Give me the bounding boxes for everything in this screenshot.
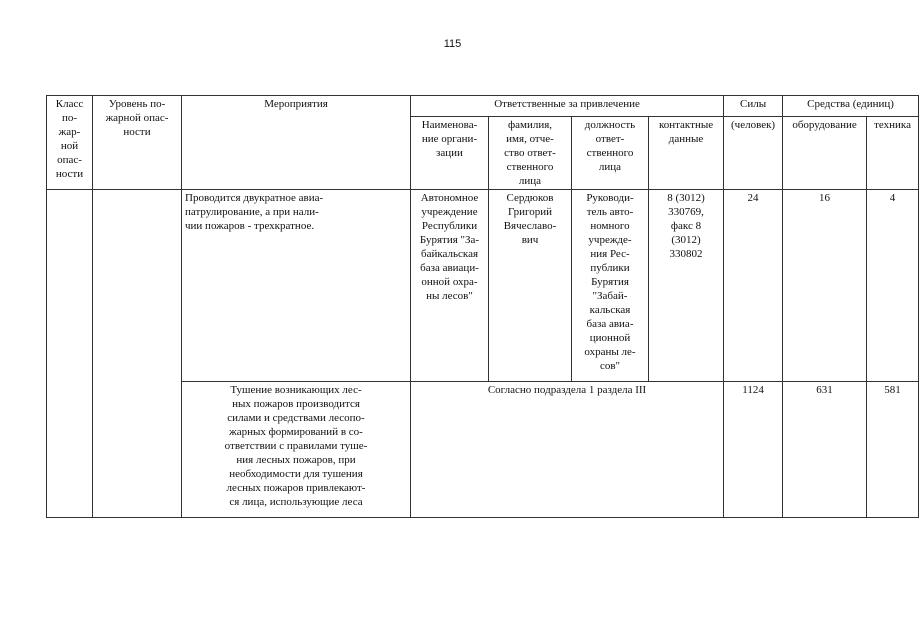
cell-class-empty: [47, 190, 93, 518]
header-contacts: контактные данные: [649, 117, 724, 190]
row1-vehicles: 4: [867, 190, 919, 382]
header-position: должность ответ- ственного лица: [572, 117, 649, 190]
row2-persons: 1124: [724, 382, 783, 518]
header-level: Уровень по- жарной опас- ности: [93, 96, 182, 190]
row2-measures: Тушение возникающих лес- ных пожаров производится силами и средствами лесопо- жарных формирований в со- ответствии с правилами туше- ния лесных пожаров, при необходимости для тушения лесных пожаров привлекают- ся лица, использующие леса: [182, 382, 411, 518]
header-class: Класс по- жар- ной опас- ности: [47, 96, 93, 190]
header-responsible: Ответственные за привлечение: [411, 96, 724, 117]
row1-equipment: 16: [783, 190, 867, 382]
header-equipment: оборудование: [783, 117, 867, 190]
header-forces: Силы: [724, 96, 783, 117]
cell-level-empty: [93, 190, 182, 518]
row2-equipment: 631: [783, 382, 867, 518]
header-vehicles: техника: [867, 117, 919, 190]
header-org-name: Наименова- ние органи- зации: [411, 117, 489, 190]
page-number: 115: [443, 38, 462, 50]
header-persons: (человек): [724, 117, 783, 190]
row1-position: Руководи- тель авто- номного учрежде- ния Рес- публики Бурятия "Забай- кальская база авиа- ционной охраны ле- сов": [572, 190, 649, 382]
fire-danger-table: [46, 95, 919, 518]
row2-responsible-merged: Согласно подраздела 1 раздела III: [411, 382, 724, 518]
row1-measures: Проводится двукратное авиа- патрулирование, а при нали- чии пожаров - трехкратное.: [182, 190, 411, 382]
table-row: [47, 190, 919, 382]
header-means: Средства (единиц): [783, 96, 919, 117]
row2-vehicles: 581: [867, 382, 919, 518]
row1-org-name: Автономное учреждение Республики Бурятия "За- байкальская база авиаци- онной охра- ны лесов": [411, 190, 489, 382]
header-measures: Мероприятия: [182, 96, 411, 190]
header-full-name: фамилия, имя, отче- ство ответ- ственного лица: [489, 117, 572, 190]
row1-persons: 24: [724, 190, 783, 382]
row1-contacts: 8 (3012) 330769, факс 8 (3012) 330802: [649, 190, 724, 382]
row1-full-name: Сердюков Григорий Вячеславо- вич: [489, 190, 572, 382]
